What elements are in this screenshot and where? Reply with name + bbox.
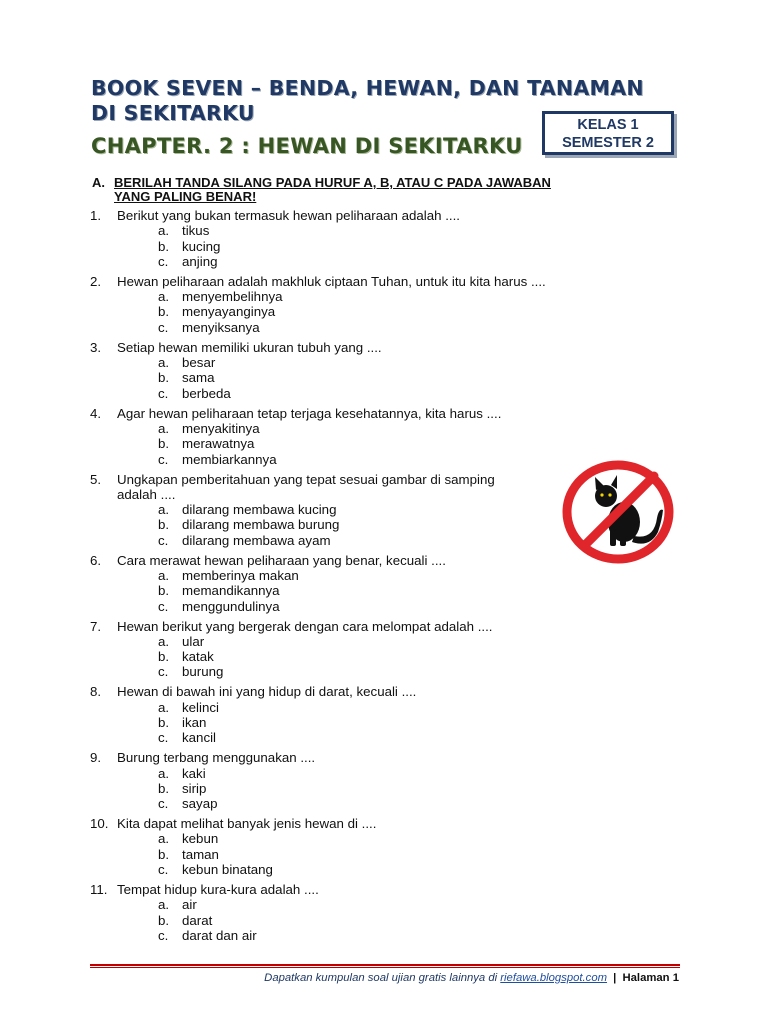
question-number: 3. xyxy=(90,339,102,355)
option-text: menyayanginya xyxy=(182,304,276,320)
answer-option xyxy=(90,517,560,532)
question-item xyxy=(90,340,560,401)
answer-option xyxy=(90,386,560,401)
option-text: berbeda xyxy=(182,385,231,401)
option-text: sama xyxy=(182,370,215,386)
question-text: Kita dapat melihat banyak jenis hewan di .... xyxy=(117,816,377,832)
footer xyxy=(264,971,679,985)
option-letter: c. xyxy=(158,862,169,878)
answer-option xyxy=(90,634,560,649)
option-letter: b. xyxy=(158,238,170,254)
question-text: Burung terbang menggunakan .... xyxy=(117,750,316,766)
option-text: darat dan air xyxy=(182,927,257,943)
answer-option xyxy=(90,289,560,304)
answer-option xyxy=(90,452,560,467)
question-text: Agar hewan peliharaan tetap terjaga kesehatannya, kita harus .... xyxy=(117,405,502,421)
question-item xyxy=(90,684,560,745)
question-item xyxy=(90,208,560,269)
answer-option xyxy=(90,700,560,715)
answer-option xyxy=(90,781,560,796)
option-letter: a. xyxy=(158,699,170,715)
answer-option xyxy=(90,223,560,238)
answer-option xyxy=(90,370,560,385)
footer-text: Dapatkan kumpulan soal ujian gratis lainnya di xyxy=(264,972,498,984)
answer-option xyxy=(90,421,560,436)
option-text: sirip xyxy=(182,780,207,796)
option-text: menyakitinya xyxy=(182,420,260,436)
answer-option xyxy=(90,766,560,781)
question-number: 11. xyxy=(90,882,108,898)
question-item xyxy=(90,816,560,877)
answer-option xyxy=(90,928,560,943)
option-text: besar xyxy=(182,355,216,371)
option-letter: a. xyxy=(158,420,170,436)
option-text: taman xyxy=(182,846,219,862)
answer-option xyxy=(90,730,560,745)
question-number: 8. xyxy=(90,684,102,700)
option-text: kaki xyxy=(182,765,206,781)
answer-option xyxy=(90,320,560,335)
option-letter: c. xyxy=(158,796,169,812)
option-letter: c. xyxy=(158,451,169,467)
option-letter: b. xyxy=(158,517,170,533)
answer-option xyxy=(90,568,560,583)
option-text: katak xyxy=(182,649,214,665)
option-letter: a. xyxy=(158,897,170,913)
option-letter: b. xyxy=(158,583,170,599)
option-text: sayap xyxy=(182,796,218,812)
question-item xyxy=(90,882,560,943)
answer-option xyxy=(90,436,560,451)
footer-link[interactable]: riefawa.blogspot.com xyxy=(500,972,608,984)
book-title-line1: BOOK SEVEN – BENDA, HEWAN, DAN TANAMAN xyxy=(91,76,644,100)
option-letter: c. xyxy=(158,532,169,548)
answer-option xyxy=(90,502,560,517)
kelas-label: KELAS 1 xyxy=(577,117,639,133)
option-letter: a. xyxy=(158,289,170,305)
option-text: menyiksanya xyxy=(182,319,260,335)
option-text: kebun xyxy=(182,831,219,847)
option-text: air xyxy=(182,897,197,913)
option-text: dilarang membawa kucing xyxy=(182,502,337,518)
answer-option xyxy=(90,862,560,877)
option-text: dilarang membawa burung xyxy=(182,517,340,533)
question-item xyxy=(90,553,560,614)
option-letter: c. xyxy=(158,319,169,335)
option-text: burung xyxy=(182,664,224,680)
option-letter: c. xyxy=(158,730,169,746)
question-number: 1. xyxy=(90,208,102,223)
option-letter: c. xyxy=(158,253,169,269)
instruction-line2: YANG PALING BENAR! xyxy=(114,189,257,204)
option-letter: a. xyxy=(158,633,170,649)
question-text: Setiap hewan memiliki ukuran tubuh yang .... xyxy=(117,339,382,355)
answer-option xyxy=(90,897,560,912)
question-item xyxy=(90,274,560,335)
section-label: A. xyxy=(92,175,105,190)
answer-option xyxy=(90,715,560,730)
option-letter: b. xyxy=(158,304,170,320)
question-text: Ungkapan pemberitahuan yang tepat sesuai gambar di samping xyxy=(117,471,495,487)
no-cat-icon xyxy=(562,460,674,564)
instruction-line1: BERILAH TANDA SILANG PADA HURUF A, B, ATAU C PADA JAWABAN xyxy=(114,175,551,190)
question-text: Hewan peliharaan adalah makhluk ciptaan Tuhan, untuk itu kita harus .... xyxy=(117,273,546,289)
option-text: menggundulinya xyxy=(182,598,280,614)
option-letter: b. xyxy=(158,780,170,796)
question-text: Cara merawat hewan peliharaan yang benar, kecuali .... xyxy=(117,552,446,568)
option-letter: c. xyxy=(158,927,169,943)
footer-divider xyxy=(90,964,680,968)
option-letter: b. xyxy=(158,370,170,386)
footer-separator: | xyxy=(613,972,617,984)
question-item xyxy=(90,750,560,811)
chapter-title: CHAPTER. 2 : HEWAN DI SEKITARKU xyxy=(91,134,523,158)
answer-option xyxy=(90,796,560,811)
option-letter: a. xyxy=(158,223,170,239)
answer-option xyxy=(90,831,560,846)
option-text: ikan xyxy=(182,715,207,731)
question-list xyxy=(90,208,560,948)
option-text: darat xyxy=(182,912,213,928)
question-text: Hewan berikut yang bergerak dengan cara melompat adalah .... xyxy=(117,618,493,634)
answer-option xyxy=(90,599,560,614)
answer-option xyxy=(90,304,560,319)
option-text: kucing xyxy=(182,238,221,254)
option-letter: a. xyxy=(158,765,170,781)
option-text: memandikannya xyxy=(182,583,280,599)
option-text: dilarang membawa ayam xyxy=(182,532,331,548)
answer-option xyxy=(90,649,560,664)
option-text: tikus xyxy=(182,223,210,239)
option-letter: b. xyxy=(158,846,170,862)
answer-option xyxy=(90,583,560,598)
option-text: kelinci xyxy=(182,699,219,715)
question-item xyxy=(90,619,560,680)
instruction-text xyxy=(114,176,674,204)
option-letter: b. xyxy=(158,649,170,665)
option-letter: a. xyxy=(158,355,170,371)
answer-option xyxy=(90,847,560,862)
option-text: ular xyxy=(182,633,205,649)
question-text-continued: adalah .... xyxy=(117,486,176,502)
option-text: anjing xyxy=(182,253,218,269)
option-text: membiarkannya xyxy=(182,451,277,467)
option-text: memberinya makan xyxy=(182,567,299,583)
option-letter: c. xyxy=(158,598,169,614)
page-number: Halaman 1 xyxy=(622,972,679,984)
option-letter: a. xyxy=(158,567,170,583)
question-number: 4. xyxy=(90,405,102,421)
answer-option xyxy=(90,913,560,928)
option-letter: b. xyxy=(158,436,170,452)
option-letter: b. xyxy=(158,912,170,928)
option-letter: c. xyxy=(158,385,169,401)
option-letter: b. xyxy=(158,715,170,731)
class-semester-box xyxy=(542,111,674,155)
question-number: 9. xyxy=(90,750,102,766)
question-number: 7. xyxy=(90,618,102,634)
option-text: menyembelihnya xyxy=(182,289,283,305)
answer-option xyxy=(90,355,560,370)
question-number: 2. xyxy=(90,273,102,289)
book-title-line2: DI SEKITARKU xyxy=(91,101,255,125)
question-text: Tempat hidup kura-kura adalah .... xyxy=(117,882,319,898)
option-text: merawatnya xyxy=(182,436,255,452)
question-number: 5. xyxy=(90,471,102,487)
question-number: 10. xyxy=(90,816,109,832)
question-text: Hewan di bawah ini yang hidup di darat, kecuali .... xyxy=(117,684,417,700)
answer-option xyxy=(90,239,560,254)
option-letter: a. xyxy=(158,831,170,847)
question-number: 6. xyxy=(90,552,102,568)
question-item xyxy=(90,472,560,548)
question-item xyxy=(90,406,560,467)
option-text: kebun binatang xyxy=(182,862,273,878)
semester-label: SEMESTER 2 xyxy=(562,135,654,151)
answer-option xyxy=(90,533,560,548)
question-text: Berikut yang bukan termasuk hewan peliharaan adalah .... xyxy=(117,208,460,223)
answer-option xyxy=(90,254,560,269)
answer-option xyxy=(90,664,560,679)
option-letter: c. xyxy=(158,664,169,680)
option-text: kancil xyxy=(182,730,216,746)
option-letter: a. xyxy=(158,502,170,518)
